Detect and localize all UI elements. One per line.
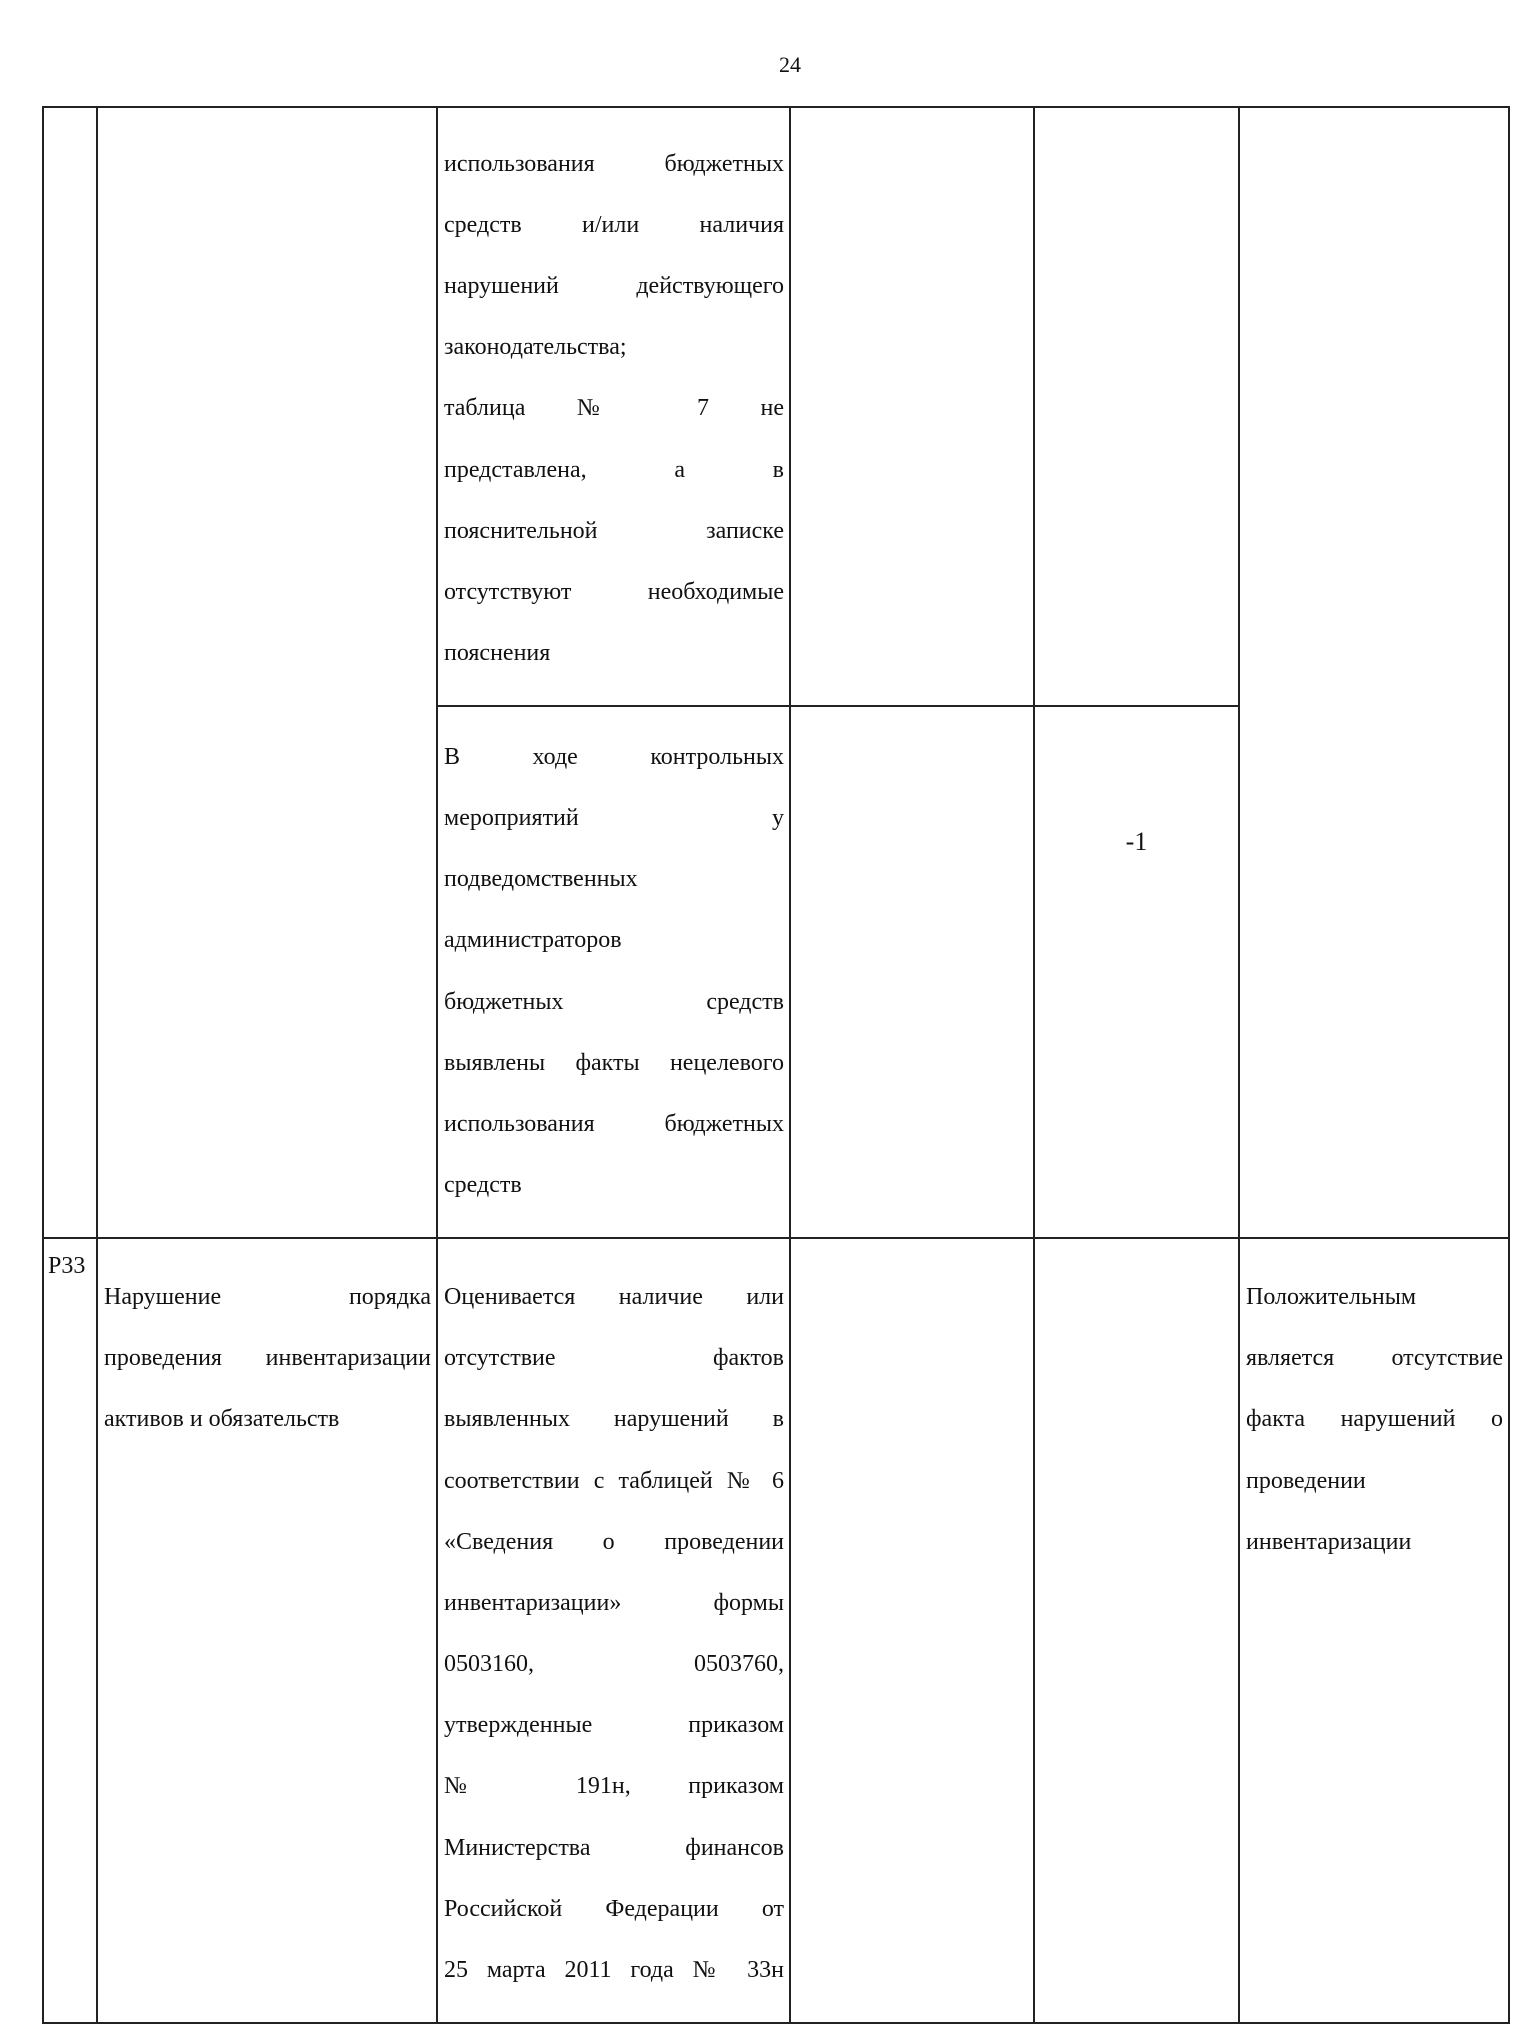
text-line: представлена, а в bbox=[444, 456, 784, 483]
text-line: соответствии с таблицей № 6 bbox=[444, 1467, 784, 1494]
note-cell-empty bbox=[1239, 107, 1509, 1238]
criterion-cell bbox=[437, 706, 790, 1238]
table-row bbox=[43, 107, 1509, 706]
criterion-cell bbox=[437, 107, 790, 706]
text-line: пояснительной записке bbox=[444, 517, 784, 544]
text-line: выявленных нарушений в bbox=[444, 1406, 784, 1433]
text-line: использования бюджетных bbox=[444, 1111, 784, 1137]
evaluation-table bbox=[42, 106, 1510, 2024]
indicator-code: Р33 bbox=[48, 1253, 86, 1280]
text-line: № 191н, приказом bbox=[444, 1773, 784, 1800]
criterion-text bbox=[438, 1239, 789, 2022]
text-line: отсутствуют необходимые bbox=[444, 578, 784, 605]
formula-cell-empty bbox=[790, 706, 1034, 1238]
text-line: проведении bbox=[1246, 1467, 1366, 1494]
formula-cell-empty bbox=[790, 1238, 1034, 2023]
text-line: подведомственных bbox=[444, 866, 638, 893]
code-cell bbox=[43, 1238, 97, 2023]
text-line: законодательства; bbox=[444, 334, 627, 361]
text-line: таблица № 7 не bbox=[444, 395, 784, 422]
text-line: 25 марта 2011 года № 33н bbox=[444, 1957, 784, 1984]
score-cell-empty bbox=[1034, 107, 1239, 706]
score-cell-empty bbox=[1034, 1238, 1239, 2023]
text-line: Оценивается наличие или bbox=[444, 1283, 784, 1310]
text-line: «Сведения о проведении bbox=[444, 1528, 784, 1555]
text-line: выявлены факты нецелевого bbox=[444, 1049, 784, 1076]
code-cell-empty bbox=[43, 107, 97, 1238]
text-line: проведения инвентаризации bbox=[104, 1345, 431, 1372]
indicator-name bbox=[98, 1239, 436, 1471]
text-line: факта нарушений о bbox=[1246, 1406, 1503, 1433]
indicator-name-cell-empty bbox=[97, 107, 437, 1238]
text-line: активов и обязательств bbox=[104, 1406, 340, 1433]
text-line: средств bbox=[444, 1172, 522, 1199]
criterion-cell bbox=[437, 1238, 790, 2023]
text-line: использования бюджетных bbox=[444, 150, 784, 177]
table-row bbox=[43, 1238, 1509, 2023]
text-line: Министерства финансов bbox=[444, 1834, 784, 1861]
note-text bbox=[1240, 1239, 1508, 1594]
formula-cell-empty bbox=[790, 107, 1034, 706]
score-value: -1 bbox=[1125, 827, 1148, 857]
text-line: является отсутствие bbox=[1246, 1345, 1503, 1372]
text-line: 0503160, 0503760, bbox=[444, 1651, 784, 1678]
text-line: утвержденные приказом bbox=[444, 1712, 784, 1739]
text-line: инвентаризации» формы bbox=[444, 1589, 784, 1616]
text-line: инвентаризации bbox=[1246, 1528, 1412, 1555]
text-line: мероприятий у bbox=[444, 805, 784, 832]
text-line: нарушений действующего bbox=[444, 272, 784, 299]
text-line: администраторов bbox=[444, 927, 622, 954]
page-number: 24 bbox=[779, 52, 801, 77]
text-line: Нарушение порядка bbox=[104, 1283, 431, 1310]
score-cell bbox=[1034, 706, 1239, 1238]
text-line: пояснения bbox=[444, 640, 551, 667]
text-line: бюджетных средств bbox=[444, 988, 784, 1015]
text-line: Положительным bbox=[1246, 1283, 1417, 1310]
indicator-name-cell bbox=[97, 1238, 437, 2023]
text-line: Российской Федерации от bbox=[444, 1895, 784, 1922]
note-cell bbox=[1239, 1238, 1509, 2023]
text-line: отсутствие фактов bbox=[444, 1345, 784, 1372]
text-line: В ходе контрольных bbox=[444, 743, 784, 770]
criterion-text bbox=[438, 108, 789, 705]
text-line: средств и/или наличия bbox=[444, 211, 784, 238]
criterion-text bbox=[438, 707, 789, 1237]
